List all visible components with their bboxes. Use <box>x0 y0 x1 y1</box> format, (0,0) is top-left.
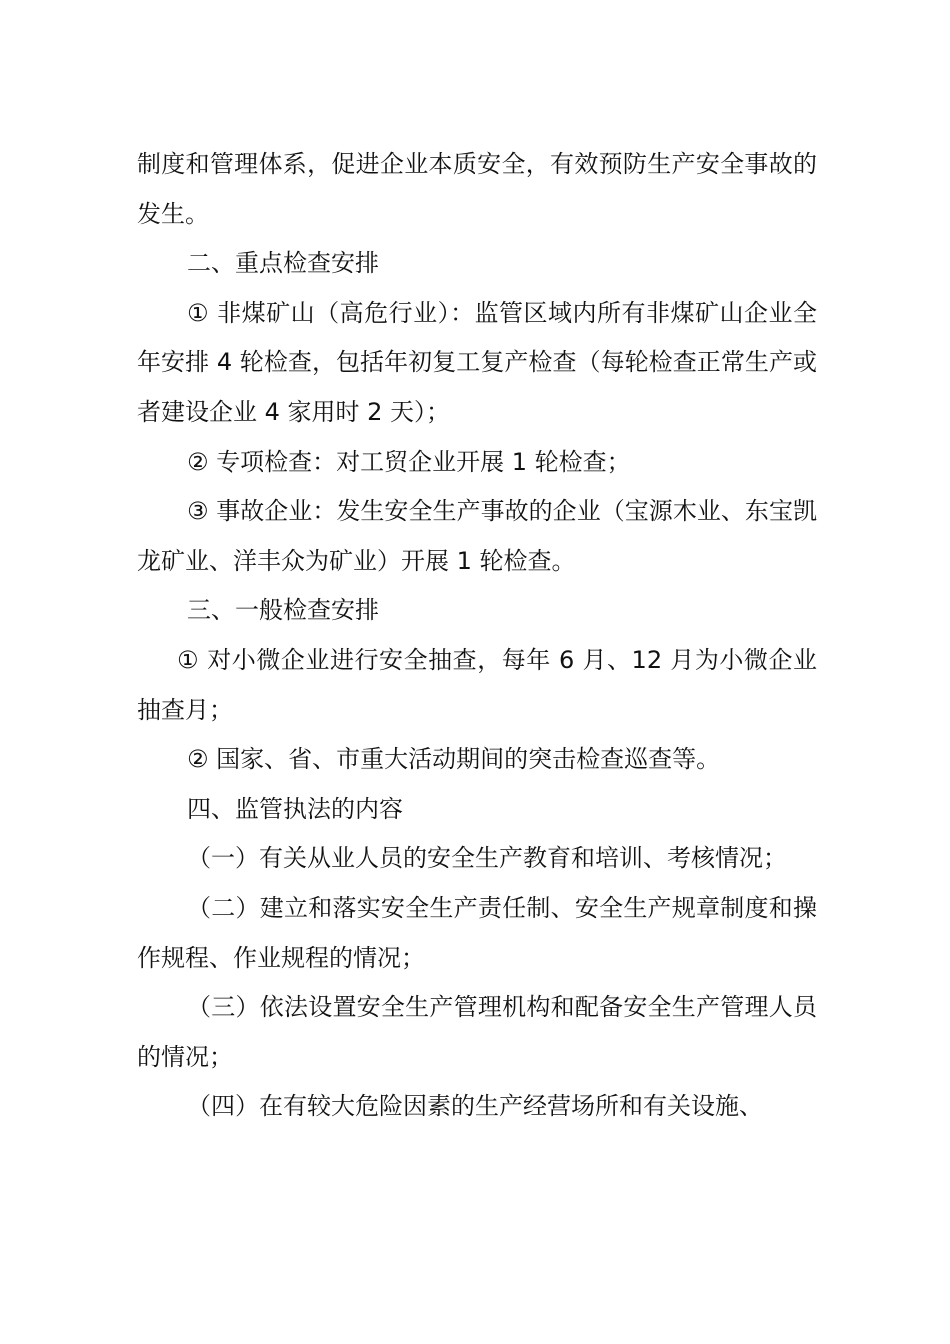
section-heading-key-inspection: 二、重点检查安排 <box>187 249 379 278</box>
list-item-hazardous-sites: （四）在有较大危险因素的生产经营场所和有关设施、 <box>187 1092 763 1121</box>
list-item-non-coal-mines: ① 非煤矿山（高危行业）：监管区域内所有非煤矿山企业全年安排 4 轮检查，包括年初复工复产检查（每轮检查正常生产或者建设企业 4 家用时 2 天）； <box>137 298 817 426</box>
document-body <box>137 140 817 1132</box>
list-item-management-staffing: （三）依法设置安全生产管理机构和配备安全生产管理人员的情况； <box>137 993 817 1071</box>
list-item-responsibility-system: （二）建立和落实安全生产责任制、安全生产规章制度和操作规程、作业规程的情况； <box>137 893 817 972</box>
list-item-small-enterprises: ① 对小微企业进行安全抽查，每年 6 月、12 月为小微企业抽查月； <box>137 645 817 724</box>
section-heading-general-inspection: 三、一般检查安排 <box>187 596 379 625</box>
section-heading-enforcement-content: 四、监管执法的内容 <box>187 794 403 823</box>
list-item-training: （一）有关从业人员的安全生产教育和培训、考核情况； <box>187 844 787 873</box>
list-item-accident-enterprises: ③ 事故企业：发生安全生产事故的企业（宝源木业、东宝凯龙矿业、洋丰众为矿业）开展 1 轮检查。 <box>137 497 817 575</box>
list-item-major-events: ② 国家、省、市重大活动期间的突击检查巡查等。 <box>187 745 721 774</box>
paragraph-continuation: 制度和管理体系，促进企业本质安全，有效预防生产安全事故的发生。 <box>137 150 817 228</box>
list-item-special-inspection: ② 专项检查：对工贸企业开展 1 轮检查； <box>187 447 631 476</box>
